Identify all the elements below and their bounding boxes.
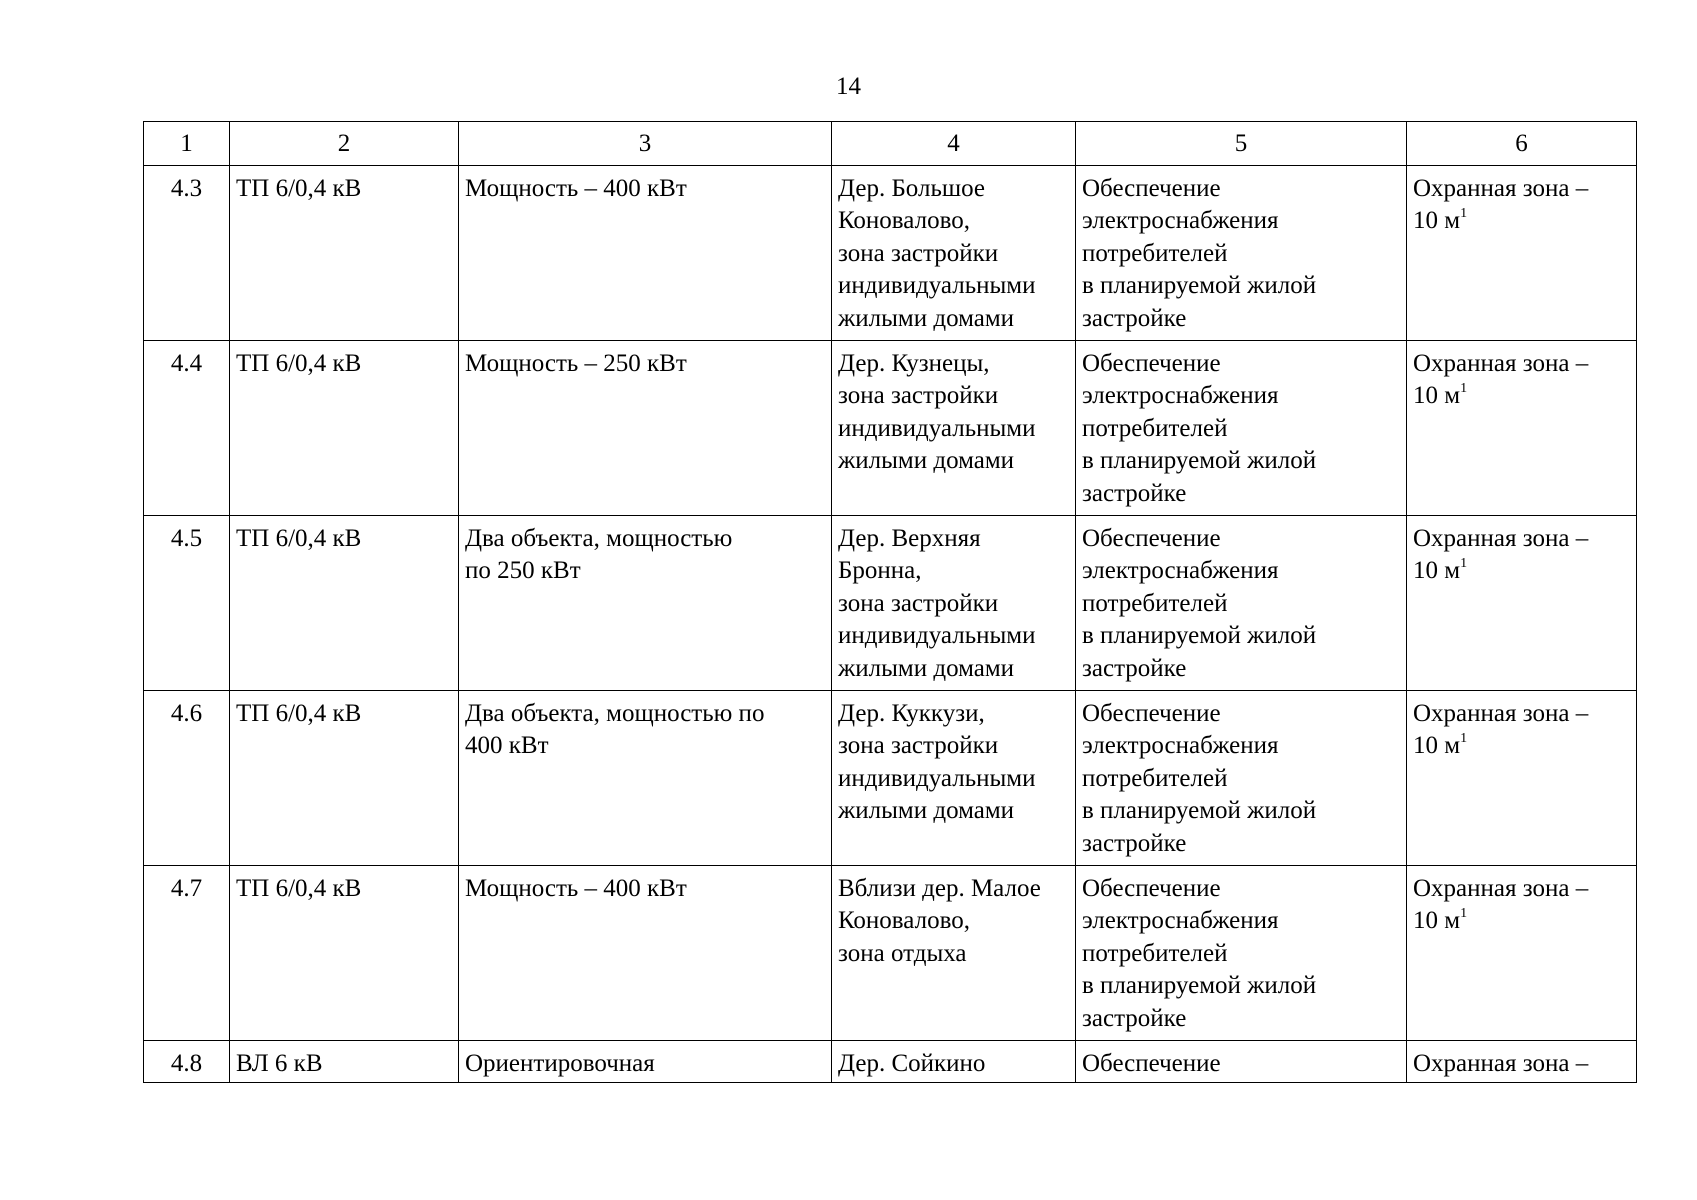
column-header: 3	[459, 122, 832, 166]
object-location: Дер. Куккузи, зона застройки индивидуальными жилыми домами	[832, 690, 1076, 865]
object-location: Дер. Сойкино	[832, 1040, 1076, 1083]
footnote-mark: 1	[1460, 556, 1468, 571]
page-number: 14	[836, 73, 861, 100]
column-header: 4	[832, 122, 1076, 166]
object-purpose: Обеспечение электроснабжения потребителей в планируемой жилой застройке	[1076, 340, 1407, 515]
column-header: 1	[144, 122, 230, 166]
object-purpose: Обеспечение электроснабжения потребителей в планируемой жилой застройке	[1076, 690, 1407, 865]
protection-zone-text: Охранная зона – 10 м	[1413, 174, 1589, 234]
footnote-mark: 1	[1460, 381, 1468, 396]
object-characteristics: Мощность – 400 кВт	[459, 165, 832, 340]
object-characteristics: Ориентировочная	[459, 1040, 832, 1083]
object-location: Дер. Кузнецы, зона застройки индивидуальными жилыми домами	[832, 340, 1076, 515]
protection-zone-text: Охранная зона –	[1413, 1049, 1589, 1077]
object-name: ТП 6/0,4 кВ	[230, 690, 459, 865]
protection-zone-text: Охранная зона – 10 м	[1413, 349, 1589, 409]
object-characteristics: Два объекта, мощностью по 250 кВт	[459, 515, 832, 690]
table-row	[144, 515, 1637, 690]
table-row	[144, 165, 1637, 340]
column-header: 6	[1407, 122, 1637, 166]
protection-zone	[1407, 515, 1637, 690]
protection-zone	[1407, 865, 1637, 1040]
object-purpose: Обеспечение электроснабжения потребителей в планируемой жилой застройке	[1076, 865, 1407, 1040]
object-location: Дер. Верхняя Бронна, зона застройки индивидуальными жилыми домами	[832, 515, 1076, 690]
object-location: Вблизи дер. Малое Коновалово, зона отдыха	[832, 865, 1076, 1040]
footnote-mark: 1	[1460, 731, 1468, 746]
protection-zone-text: Охранная зона – 10 м	[1413, 874, 1589, 934]
document-table	[143, 121, 1637, 1083]
object-characteristics: Мощность – 400 кВт	[459, 865, 832, 1040]
object-purpose: Обеспечение	[1076, 1040, 1407, 1083]
object-purpose: Обеспечение электроснабжения потребителей в планируемой жилой застройке	[1076, 165, 1407, 340]
column-header: 5	[1076, 122, 1407, 166]
row-number: 4.5	[144, 515, 230, 690]
object-name: ТП 6/0,4 кВ	[230, 340, 459, 515]
protection-zone	[1407, 165, 1637, 340]
protection-zone-text: Охранная зона – 10 м	[1413, 524, 1589, 584]
protection-zone	[1407, 1040, 1637, 1083]
row-number: 4.6	[144, 690, 230, 865]
table-row	[144, 865, 1637, 1040]
table-header-row	[144, 122, 1637, 166]
object-name: ТП 6/0,4 кВ	[230, 865, 459, 1040]
object-location: Дер. Большое Коновалово, зона застройки индивидуальными жилыми домами	[832, 165, 1076, 340]
column-header: 2	[230, 122, 459, 166]
row-number: 4.8	[144, 1040, 230, 1083]
table-row	[144, 340, 1637, 515]
object-name: ТП 6/0,4 кВ	[230, 515, 459, 690]
table-row	[144, 690, 1637, 865]
footnote-mark: 1	[1460, 906, 1468, 921]
object-name: ТП 6/0,4 кВ	[230, 165, 459, 340]
object-characteristics: Мощность – 250 кВт	[459, 340, 832, 515]
protection-zone	[1407, 690, 1637, 865]
table-row	[144, 1040, 1637, 1083]
row-number: 4.3	[144, 165, 230, 340]
object-name: ВЛ 6 кВ	[230, 1040, 459, 1083]
footnote-mark: 1	[1460, 206, 1468, 221]
object-purpose: Обеспечение электроснабжения потребителей в планируемой жилой застройке	[1076, 515, 1407, 690]
row-number: 4.7	[144, 865, 230, 1040]
object-characteristics: Два объекта, мощностью по 400 кВт	[459, 690, 832, 865]
protection-zone	[1407, 340, 1637, 515]
row-number: 4.4	[144, 340, 230, 515]
protection-zone-text: Охранная зона – 10 м	[1413, 699, 1589, 759]
